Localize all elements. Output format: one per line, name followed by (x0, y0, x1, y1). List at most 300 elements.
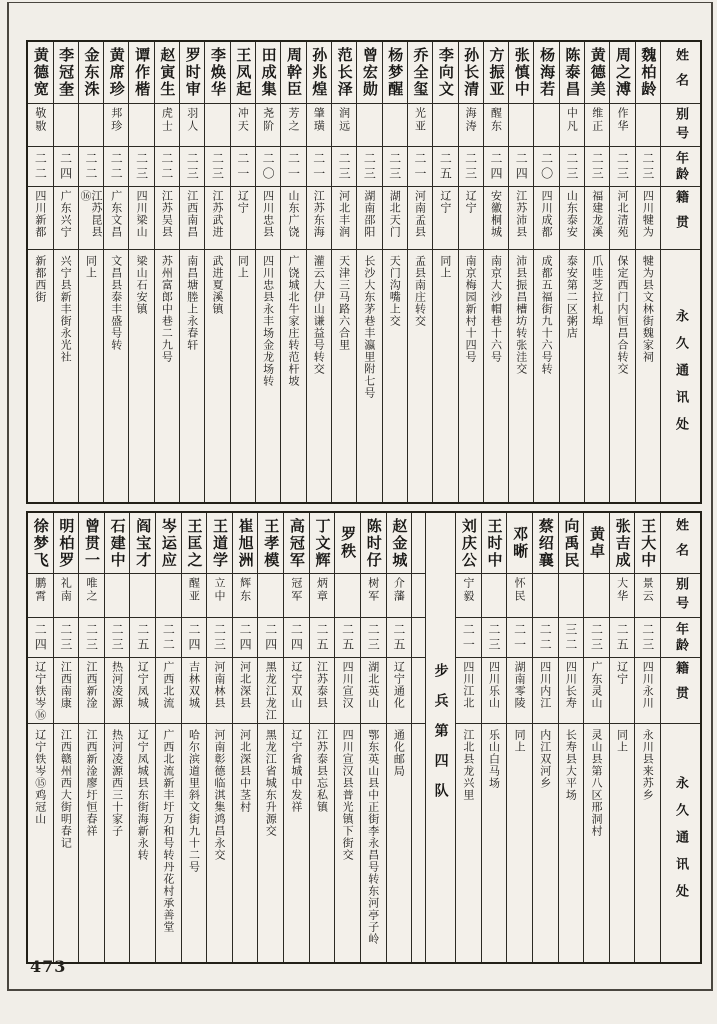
cadet-age-text: 二三 (362, 151, 377, 182)
cadet-native-place (182, 658, 207, 724)
cadet-name (387, 513, 412, 574)
cadet-alias (507, 574, 532, 618)
cadet-name-text: 周之溥 (614, 47, 633, 98)
empty-spacer-column (411, 513, 425, 962)
cadet-name (307, 42, 331, 104)
cadet-age (533, 618, 558, 658)
header-alias-label (661, 574, 700, 618)
cadet-native-place-text: 辽宁凤城 (136, 661, 150, 709)
cadet-address-text: 同上 (513, 729, 527, 753)
cadet-native-place-text: 四川长寿 (564, 661, 578, 709)
cadet-address (130, 724, 155, 962)
cadet-native-place-text: 山东泰安 (565, 190, 579, 238)
cadet-column (129, 513, 155, 962)
cadet-age (433, 147, 457, 187)
cadet-native-place-text: 江苏吴县 (160, 190, 174, 238)
cadet-name-text: 罗秩 (339, 526, 358, 560)
cadet-native-place-text: 四川永川 (641, 661, 655, 709)
cadet-name (207, 513, 232, 574)
cadet-age-text: 二三 (640, 151, 655, 182)
cadet-age (281, 147, 305, 187)
cadet-name (560, 42, 584, 104)
cadet-age-text: 二五 (438, 151, 453, 182)
cadet-column (283, 513, 309, 962)
cadet-column (360, 513, 386, 962)
cadet-alias-text: 润远 (337, 107, 351, 133)
cadet-address-text: 江西新淦廖圩恒春祥 (85, 729, 98, 837)
cadet-native-place-text: 辽宁 (438, 190, 452, 214)
cadet-age-text: 二四 (488, 151, 503, 182)
cadet-native-place (585, 187, 609, 250)
cadet-name (258, 513, 283, 574)
cadet-age (105, 618, 130, 658)
cadet-name-text: 张吉成 (613, 517, 632, 569)
cadet-alias-text: 芳之 (286, 107, 300, 133)
cadet-age (383, 147, 407, 187)
cadet-age-text: 二三 (463, 151, 478, 182)
cadet-age (129, 147, 153, 187)
cadet-name-text: 黄卓 (587, 526, 606, 560)
cadet-column (53, 513, 79, 962)
cadet-address-text: 南昌塘塍上永春轩 (185, 255, 199, 351)
cadet-age-text: 二二 (109, 151, 124, 182)
cadet-alias (310, 574, 335, 618)
cadet-address-text: 江西赣州西大街明春记 (59, 729, 73, 849)
cadet-address-text: 同上 (236, 255, 250, 279)
cadet-alias (130, 574, 155, 618)
header-column (660, 42, 700, 502)
cadet-address (559, 724, 584, 962)
cadet-name-text: 周幹臣 (284, 47, 303, 98)
cadet-name (79, 42, 103, 104)
cadet-native-place (560, 187, 584, 250)
cadet-native-place (533, 658, 558, 724)
cadet-native-place (231, 187, 255, 250)
cadet-column (306, 42, 331, 502)
cadet-alias (361, 574, 386, 618)
cadet-address-text: 武进夏溪镇 (211, 255, 225, 315)
cadet-alias (459, 104, 483, 147)
cadet-address-text: 四川忠县永丰场金龙场转 (261, 255, 275, 387)
cadet-alias (559, 574, 584, 618)
cadet-alias (233, 574, 258, 618)
cadet-column (155, 513, 181, 962)
cadet-age-text: 二五 (135, 622, 150, 653)
cadet-alias-text: 冲天 (236, 107, 250, 133)
cadet-address-text: 通化邮局 (392, 729, 406, 777)
cadet-age-text: 二四 (263, 622, 278, 653)
cadet-address (54, 724, 79, 962)
cadet-native-place (335, 658, 360, 724)
cadet-alias (357, 104, 381, 147)
cadet-name (79, 513, 104, 574)
header-column (660, 513, 700, 962)
cadet-age (361, 618, 386, 658)
cadet-alias-text: 立中 (213, 577, 227, 603)
cadet-name-text: 金东洙 (82, 47, 101, 98)
cadet-native-place (635, 658, 660, 724)
cadet-alias (584, 574, 609, 618)
cadet-alias-text: 醒亚 (187, 577, 201, 603)
cadet-native-place-text: 广东灵山 (589, 661, 603, 709)
cadet-address-text: 热河凌源西三十家子 (110, 729, 124, 837)
cadet-native-place-text: 江西南康 (59, 661, 73, 709)
cadet-alias (509, 104, 533, 147)
cadet-column (584, 42, 609, 502)
cadet-address (156, 724, 181, 962)
cadet-name (28, 42, 52, 104)
cadet-alias (281, 104, 305, 147)
cadet-column (634, 513, 660, 962)
empty-cell (412, 618, 425, 658)
cadet-native-place-text: 湖北天门 (388, 190, 402, 238)
cadet-age-text: 二三 (640, 622, 655, 653)
cadet-address (180, 250, 204, 502)
cadet-alias (284, 574, 309, 618)
cadet-age (310, 618, 335, 658)
cadet-column (407, 42, 432, 502)
header-address-label-text: 永久通讯处 (673, 308, 688, 444)
cadet-name-text: 崔旭洲 (236, 517, 255, 569)
cadet-name-text: 孙兆煌 (310, 47, 329, 98)
cadet-alias (258, 574, 283, 618)
header-address-label-text: 永久通讯处 (673, 775, 688, 911)
cadet-name-text: 向禹民 (562, 517, 581, 569)
cadet-age (180, 147, 204, 187)
cadet-name (635, 513, 660, 574)
cadet-name-text: 王匡之 (185, 517, 204, 569)
unit-divider-label: 步兵第四队 (432, 662, 449, 813)
cadet-address-text: 同上 (438, 255, 452, 279)
cadet-address (310, 724, 335, 962)
cadet-native-place-text: 广西北流 (161, 661, 175, 709)
cadet-native-place-text: 河北深县 (238, 661, 252, 709)
header-alias-label-text: 别号 (673, 107, 688, 145)
cadet-alias-text: 宁毅 (461, 577, 475, 603)
cadet-age (256, 147, 280, 187)
cadet-name (155, 42, 179, 104)
cadet-alias (104, 104, 128, 147)
cadet-address (361, 724, 386, 962)
cadet-native-place-text: 河南孟县 (413, 190, 427, 238)
cadet-age-text: 二二 (538, 622, 553, 653)
cadet-address (610, 724, 635, 962)
cadet-age (28, 618, 53, 658)
cadet-name (284, 513, 309, 574)
cadet-native-place (258, 658, 283, 724)
cadet-address (636, 250, 660, 502)
cadet-name (482, 513, 507, 574)
cadet-address (459, 250, 483, 502)
cadet-age-text: 二三 (185, 151, 200, 182)
cadet-address (335, 724, 360, 962)
cadet-alias-text: 炳章 (315, 577, 329, 603)
cadet-alias (129, 104, 153, 147)
cadet-name-text: 杨海若 (538, 47, 557, 98)
cadet-age (585, 147, 609, 187)
cadet-address (332, 250, 356, 502)
cadet-native-place-text: 江苏东海 (312, 190, 326, 238)
cadet-name (256, 42, 280, 104)
cadet-address (79, 250, 103, 502)
header-native-label (661, 187, 700, 250)
header-alias-label (661, 104, 700, 147)
cadet-name (610, 42, 634, 104)
cadet-address (610, 250, 634, 502)
cadet-column (309, 513, 335, 962)
cadet-column (53, 42, 78, 502)
cadet-name (54, 513, 79, 574)
cadet-native-place (357, 187, 381, 250)
cadet-name-text: 徐梦飞 (31, 517, 50, 569)
cadet-address (560, 250, 584, 502)
cadet-alias (207, 574, 232, 618)
cadet-native-place (559, 658, 584, 724)
cadet-name-text: 赵寅生 (158, 47, 177, 98)
cadet-age-text: 二三 (564, 151, 579, 182)
cadet-name-text: 蔡绍襄 (536, 517, 555, 569)
cadet-name-text: 王时中 (485, 517, 504, 569)
cadet-age-text: 三二 (563, 622, 578, 653)
cadet-alias-text: 醒东 (489, 107, 503, 133)
cadet-alias (433, 104, 457, 147)
cadet-address-text: 天门沟嘴上交 (388, 255, 402, 327)
cadet-age (507, 618, 532, 658)
cadet-age (284, 618, 309, 658)
cadet-age (332, 147, 356, 187)
cadet-age-text: 二五 (340, 622, 355, 653)
cadet-name-text: 谭作楷 (133, 47, 152, 98)
cadet-column (232, 513, 258, 962)
cadet-native-place-text: 辽宁 (236, 190, 250, 214)
cadet-name-text: 黄德宽 (31, 47, 50, 98)
cadet-name (459, 42, 483, 104)
cadet-address (584, 724, 609, 962)
cadet-name-text: 范长泽 (335, 47, 354, 98)
cadet-alias (182, 574, 207, 618)
cadet-age (182, 618, 207, 658)
cadet-alias (155, 104, 179, 147)
header-age-label (661, 147, 700, 187)
cadet-column (483, 42, 508, 502)
cadet-name (156, 513, 181, 574)
cadet-age (387, 618, 412, 658)
cadet-alias (105, 574, 130, 618)
cadet-native-place (281, 187, 305, 250)
cadet-name (456, 513, 481, 574)
cadet-age-text: 二四 (186, 622, 201, 653)
cadet-native-place-text: 辽宁 (464, 190, 478, 214)
cadet-column (331, 42, 356, 502)
cadet-age (509, 147, 533, 187)
cadet-native-place (610, 187, 634, 250)
cadet-name (332, 42, 356, 104)
cadet-address (205, 250, 229, 502)
cadet-name-text: 刘庆公 (459, 517, 478, 569)
cadet-address-text: 新都西街 (33, 255, 47, 303)
cadet-native-place-text: 江苏昆县⑯ (78, 190, 103, 238)
cadet-alias-text: 肇璜 (312, 107, 326, 133)
cadet-native-place-text: 黑龙江龙江 (264, 661, 278, 721)
cadet-name-text: 曾贯一 (83, 517, 101, 569)
cadet-age (79, 147, 103, 187)
cadet-native-place-text: 辽宁铁岑⑯ (33, 661, 47, 721)
cadet-address (509, 250, 533, 502)
cadet-age-text: 二二 (83, 151, 98, 182)
cadet-alias (482, 574, 507, 618)
cadet-name (182, 513, 207, 574)
cadet-name-text: 黄德美 (588, 47, 607, 98)
cadet-age-text: 二五 (615, 622, 630, 653)
cadet-age (104, 147, 128, 187)
cadet-native-place (129, 187, 153, 250)
cadet-native-place (383, 187, 407, 250)
cadet-name (104, 42, 128, 104)
cadet-alias (332, 104, 356, 147)
cadet-age (482, 618, 507, 658)
cadet-address-text: 辽宁凤城县东街海新永转 (136, 729, 150, 861)
header-age-label-text: 年龄 (673, 150, 688, 183)
cadet-native-place-text: 广东兴宁 (59, 190, 73, 238)
header-native-label (661, 658, 700, 724)
cadet-native-place (610, 658, 635, 724)
cadet-address (456, 724, 481, 962)
cadet-native-place (79, 658, 104, 724)
cadet-column (154, 42, 179, 502)
cadet-address-text: 河南彰德临淇集鸿昌永交 (213, 729, 227, 861)
header-name-label (661, 513, 700, 574)
cadet-alias-text: 礼南 (59, 577, 73, 603)
cadet-alias (79, 104, 103, 147)
cadet-column (103, 42, 128, 502)
cadet-name (205, 42, 229, 104)
cadet-name-text: 乔全玺 (411, 47, 430, 98)
cadet-address (507, 724, 532, 962)
cadet-native-place (130, 658, 155, 724)
cadet-age (207, 618, 232, 658)
cadet-native-place (256, 187, 280, 250)
cadet-name (433, 42, 457, 104)
cadet-name (129, 42, 153, 104)
cadet-address-text: 广饶城北牛家庄转范杆坡 (286, 255, 300, 387)
cadet-age-text: 二一 (461, 622, 476, 653)
cadet-address-text: 四川宣汉县普光镇下街交 (341, 729, 355, 861)
cadet-alias-text: 尧阶 (261, 107, 275, 133)
cadet-age-text: 二一 (413, 151, 428, 182)
cadet-native-place (387, 658, 412, 724)
cadet-age-text: 二四 (514, 151, 529, 182)
cadet-alias-text: 羽人 (185, 107, 199, 133)
cadet-name-text: 孙长清 (462, 47, 481, 98)
header-age-label (661, 618, 700, 658)
cadet-address-text: 苏州富郎中巷二九号 (160, 255, 174, 363)
page-number: 473 (30, 957, 67, 976)
empty-cell (412, 513, 425, 574)
cadet-address-text: 沛县振昌槽坊转张洼交 (514, 255, 528, 375)
cadet-age (156, 618, 181, 658)
cadet-column (532, 513, 558, 962)
cadet-age-text: 二三 (615, 151, 630, 182)
cadet-address-text: 南京大沙帽巷十六号 (489, 255, 503, 363)
cadet-name-text: 王大中 (639, 517, 658, 569)
cadet-address (635, 724, 660, 962)
cadet-column (508, 42, 533, 502)
cadet-name-text: 丁文辉 (313, 517, 332, 569)
cadet-age-text: 二三 (487, 622, 502, 653)
cadet-native-place (534, 187, 558, 250)
cadet-age (307, 147, 331, 187)
cadet-address-text: 同上 (615, 729, 629, 753)
cadet-age-text: 二三 (387, 151, 402, 182)
cadet-age (155, 147, 179, 187)
cadet-name-text: 田成集 (259, 47, 278, 98)
cadet-name (180, 42, 204, 104)
cadet-name (357, 42, 381, 104)
cadet-name (610, 513, 635, 574)
cadet-alias (456, 574, 481, 618)
cadet-native-place-text: 四川江北 (461, 661, 475, 709)
cadet-address-text: 黑龙江省城东升源交 (264, 729, 278, 837)
cadet-alias (610, 104, 634, 147)
cadet-native-place (205, 187, 229, 250)
cadet-native-place (28, 187, 52, 250)
cadet-native-place-text: 辽宁双山 (289, 661, 303, 709)
cadet-age (610, 618, 635, 658)
cadet-address (129, 250, 153, 502)
cadet-alias-text: 敬敭 (33, 107, 47, 133)
cadet-alias (635, 574, 660, 618)
cadet-name (507, 513, 532, 574)
cadet-native-place (79, 187, 103, 250)
cadet-native-place-text: 热河凌源 (110, 661, 124, 709)
cadet-address (387, 724, 412, 962)
cadet-age-text: 二一 (512, 622, 527, 653)
cadet-address-text: 哈尔滨道里斜文街九十二号 (187, 729, 201, 873)
cadet-address-text: 兴宁县新丰街永光社 (59, 255, 73, 363)
cadet-age (28, 147, 52, 187)
cadet-age (335, 618, 360, 658)
cadet-native-place (104, 187, 128, 250)
cadet-age (560, 147, 584, 187)
cadet-column (386, 513, 412, 962)
cadet-age-text: 二一 (235, 151, 250, 182)
cadet-age (635, 618, 660, 658)
cadet-age (205, 147, 229, 187)
cadet-column (458, 42, 483, 502)
cadet-native-place (456, 658, 481, 724)
cadet-column (432, 42, 457, 502)
cadet-name-text: 高冠军 (287, 517, 306, 569)
header-native-label-text: 籍贯 (673, 661, 688, 711)
cadet-name-text: 张慎中 (512, 47, 531, 98)
cadet-address (54, 250, 78, 502)
cadet-native-place-text: 四川忠县 (261, 190, 275, 238)
cadet-name-text: 王道学 (211, 517, 230, 569)
cadet-age (484, 147, 508, 187)
cadet-native-place-text: 江苏沛县 (514, 190, 528, 238)
cadet-native-place-text: 四川宣汉 (341, 661, 355, 709)
cadet-column (455, 513, 481, 962)
cadet-alias (585, 104, 609, 147)
cadet-alias-text: 冠军 (289, 577, 303, 603)
cadet-column (230, 42, 255, 502)
cadet-alias (636, 104, 660, 147)
cadet-age-text: 二四 (238, 622, 253, 653)
cadet-alias-text: 邦珍 (109, 107, 123, 133)
cadet-address-text: 辽宁铁岑⑮鸡冠山 (33, 729, 47, 825)
cadet-native-place (180, 187, 204, 250)
cadet-name-text: 曾宏勋 (360, 47, 379, 98)
